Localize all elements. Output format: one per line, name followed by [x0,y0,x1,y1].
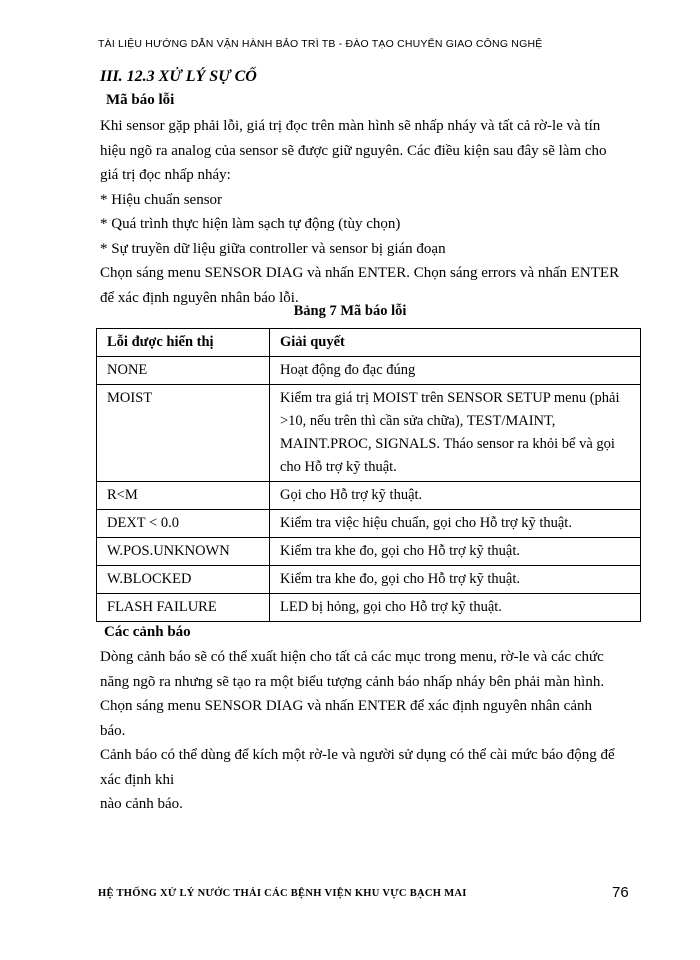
error-codes-body [100,114,620,310]
error-codes-heading: Mã báo lỗi [106,92,175,108]
solution-cell: Kiểm tra khe đo, gọi cho Hỗ trợ kỹ thuật. [270,538,641,566]
error-cell: FLASH FAILURE [97,594,270,622]
bullet-item: * Quá trình thực hiện làm sạch tự động (tùy chọn) [100,216,401,232]
section-title: III. 12.3 XỬ LÝ SỰ CỐ [100,68,257,85]
error-cell: NONE [97,357,270,385]
error-cell: DEXT < 0.0 [97,510,270,538]
bullet-item: * Sự truyền dữ liệu giữa controller và sensor bị gián đoạn [100,240,446,257]
error-cell: R<M [97,482,270,510]
solution-cell: Gọi cho Hỗ trợ kỹ thuật. [270,482,641,510]
column-header-solution: Giải quyết [270,329,641,357]
error-codes-instruction: Chọn sáng menu SENSOR DIAG và nhấn ENTER. Chọn sáng errors và nhấn ENTER để xác định nguyên nhân báo lỗi. [100,265,620,306]
table-row [97,357,641,385]
solution-cell: Kiểm tra khe đo, gọi cho Hỗ trợ kỹ thuật. [270,566,641,594]
error-codes-intro: Khi sensor gặp phải lỗi, giá trị đọc trên màn hình sẽ nhấp nháy và tất cả rờ-le và tín hiệu ngõ ra analog của sensor sẽ được giữ nguyên. Các điều kiện sau đây sẽ làm cho giá trị đọc nhấp nháy: [100,118,607,183]
table-row [97,566,641,594]
table-row [97,510,641,538]
warnings-body [100,645,620,817]
table-row [97,538,641,566]
column-header-error: Lỗi được hiển thị [97,329,270,357]
table-row [97,482,641,510]
bullet-item: * Hiệu chuẩn sensor [100,191,223,208]
error-cell: MOIST [97,385,270,482]
table-header-row [97,329,641,357]
solution-cell: LED bị hỏng, gọi cho Hỗ trợ kỹ thuật. [270,594,641,622]
table-caption: Bảng 7 Mã báo lỗi [293,303,407,319]
error-cell: W.BLOCKED [97,566,270,594]
warnings-paragraph: Dòng cảnh báo sẽ có thể xuất hiện cho tất cả các mục trong menu, rờ-le và các chức năng ngõ ra nhưng sẽ tạo ra một biểu tượng cảnh báo nhấp nháy bên phải màn hình. Chọn sáng menu SENSOR DIAG và nhấn ENTER để xác định nguyên nhân cảnh báo. [100,649,605,739]
table-row [97,385,641,482]
solution-cell: Kiểm tra giá trị MOIST trên SENSOR SETUP menu (phải >10, nếu trên thì cần sửa chữa), TEST/MAINT, MAINT.PROC, SIGNALS. Tháo sensor ra khỏi bể và gọi cho Hỗ trợ kỹ thuật. [270,385,641,482]
page-footer: HỆ THỐNG XỬ LÝ NƯỚC THẢI CÁC BỆNH VIỆN KHU VỰC BẠCH MAI [98,888,467,899]
solution-cell: Kiểm tra việc hiệu chuẩn, gọi cho Hỗ trợ kỹ thuật. [270,510,641,538]
warnings-heading: Các cảnh báo [104,624,191,640]
table-row [97,594,641,622]
warnings-paragraph: nào cảnh báo. [100,796,183,812]
warnings-paragraph: Cảnh báo có thể dùng để kích một rờ-le và người sử dụng có thể cài mức báo động để xác định khi [100,747,615,788]
error-code-table [96,328,641,622]
running-header: TÀI LIỆU HƯỚNG DẪN VẬN HÀNH BẢO TRÌ TB - ĐÀO TẠO CHUYỂN GIAO CÔNG NGHỆ [98,38,543,50]
solution-cell: Hoạt động đo đạc đúng [270,357,641,385]
page-number: 76 [612,884,629,901]
error-cell: W.POS.UNKNOWN [97,538,270,566]
